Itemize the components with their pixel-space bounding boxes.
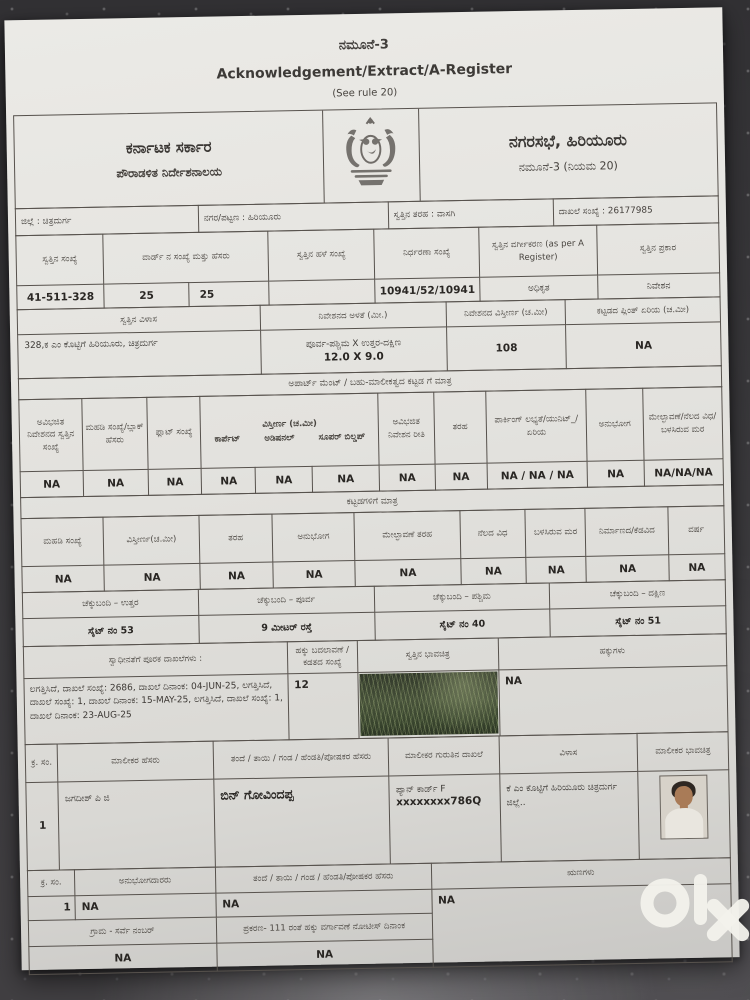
apartment-value: NA [435,463,487,490]
col-boundary-west: ಚೆಕ್ಕುಬಂದಿ – ಪಶ್ಚಿಮ [374,583,550,612]
building-value: NA [460,557,526,584]
village-survey-value: NA [29,943,217,974]
building-value: NA [355,559,461,587]
apartment-section-title: ಅಪಾರ್ಟ್ ಮೆಂಟ್ / ಬಹು-ಮಾಲೀಕತ್ವದ ಕಟ್ಟಡ ಗೆ ಮಾತ್ರ [18,366,721,400]
col-undivided-site-property-no: ಅವಿಭಜಿತ ನಿವೇಶನದ ಸ್ವತ್ತಿನ ಸಂಖ್ಯೆ [19,399,83,472]
boundary-west-value: ಸೈಟ್ ನಂ 40 [374,609,550,640]
document-sheet [4,7,739,970]
district-field: ಜಿಲ್ಲೆ : ಚಿತ್ರದುರ್ಗ [15,205,198,235]
building-value: NA [526,556,587,583]
col-site-area: ನಿವೇಶನದ ವಿಸ್ತೀರ್ಣ (ಚ.ಮೀ) [446,300,566,327]
col-owner-name: ಮಾಲೀಕರ ಹೆಸರು [57,741,213,782]
property-address-value: 328,ಕ ಎಂ ಕೊಟ್ಟಿಗೆ ಹಿರಿಯೂರು, ಚಿತ್ರದುರ್ಗ [18,330,261,378]
col-site-dimension: ನಿವೇಶನದ ಅಳತೆ (ಮೀ.) [260,302,447,330]
dimension-values: 12.0 X 9.0 [323,350,384,364]
col-boundary-south: ಚೆಕ್ಕುಬಂದಿ – ದಕ್ಷಿಣ [550,580,726,609]
col-built-demolished: ನಿರ್ಮಾಣದ/ಕೆಡವಿದ [585,507,668,556]
col-building-kind: ತರಹ [199,514,273,563]
building-value: NA [22,565,105,593]
col-owner-address: ವಿಳಾಸ [499,733,638,774]
col-boundary-north: ಚೆಕ್ಕುಬಂದಿ – ಉತ್ತರ [22,589,198,618]
col-occupant-name: ಅನುಭೋಗದಾರರು [75,867,216,896]
notice-date-value: NA [216,939,432,971]
building-section-title: ಕಟ್ಟಡಗಳಿಗೆ ಮಾತ್ರ [21,485,724,519]
owner-table [25,731,731,871]
dimension-directions: ಪೂರ್ವ-ಪಶ್ಚಿಮ X ಉತ್ತರ-ದಕ್ಷಿಣ [305,337,402,350]
site-area-value: 108 [446,325,566,371]
col-additional: ಅಡಿಷನಲ್ [264,432,295,444]
col-owner-relation-name: ತಂದೆ / ತಾಯಿ / ಗಂಡ / ಹೆಂಡತಿ/ಪೋಷಕರ ಹೆಸರು [213,738,389,779]
form-rule-reference: ನಮೂನೆ-3 (ನಿಯಮ 20) [518,158,619,174]
building-value: NA [104,563,200,591]
apartment-value: NA [83,469,149,496]
col-floor-number: ಮಹಡಿ ಸಂಖ್ಯೆ [21,517,104,566]
ward-number-value: 25 [104,283,189,309]
apartment-value: NA [587,460,644,487]
col-super-builtup: ಸೂಪರ್ ಬಿಲ್ಡಪ್ [318,431,366,443]
owner-id-number: xxxxxxxx786Q [396,794,482,809]
property-number-value: 41-511-328 [17,284,105,310]
col-plinth-area: ಕಟ್ಟಡದ ಪ್ಲಿಂತ್ ಏರಿಯ (ಚ.ಮೀ) [565,297,720,325]
col-liens: ಋಣಗಳು [431,858,731,889]
col-supporting-documents: ಸ್ವಾಧೀನತೆಗೆ ಪೂರಕ ದಾಖಲೆಗಳು : [23,642,287,679]
col-apartment-kind: ತರಹ [433,391,486,464]
col-rights: ಹಕ್ಕುಗಳು [498,634,727,670]
col-boundary-east: ಚೆಕ್ಕುಬಂದಿ – ಪೂರ್ವ [198,586,374,615]
col-occupant-serial: ಕ್ರ. ಸಂ. [27,870,75,897]
apartment-value: NA [256,466,313,493]
documents-table [23,633,729,745]
occupant-survey-table [27,857,733,975]
col-assessment-number: ನಿರ್ಧರಣಾ ಸಂಖ್ಯೆ [374,227,480,279]
boundary-east-value: 9 ಮೀಟರ್ ರಸ್ತೆ [199,612,375,643]
directorate-name: ಪೌರಾಡಳಿತ ನಿರ್ದೇಶನಾಲಯ [116,164,223,181]
property-photo [359,672,498,737]
municipality-title-cell [419,103,718,200]
owner-id-type: ಪ್ಯಾನ್ ಕಾರ್ಡ್ F [395,784,446,796]
assessment-number-value: 10941/52/10941 [374,277,480,303]
olx-watermark-logo [638,868,750,962]
col-group-area [200,393,379,468]
col-building-usage: ಅನುಭೋಗ [272,513,355,562]
col-undivided-site-type: ಅವಿಭಜಿತ ನಿವೇಶನ ರೀತಿ [378,392,435,465]
owner-serial-value: 1 [26,782,60,871]
apartment-value: NA [201,467,256,494]
supporting-documents-value: ಲಗತ್ತಿಸಿದೆ, ದಾಖಲೆ ಸಂಖ್ಯೆ: 2686, ದಾಖಲೆ ದಿನಾಂಕ: 04-JUN-25, ಲಗತ್ತಿಸಿದೆ, ದಾಖಲೆ ಸಂಖ್ಯೆ: 1, ದಾಖಲೆ ದಿನಾಂಕ: 15-MAY-25, ಲಗತ್ತಿಸಿದೆ, ದಾಖಲೆ ಸಂಖ್ಯೆ: 1, ದಾಖಲೆ ದಿನಾಂಕ: 23-AUG-25 [24,674,289,745]
col-owner-photo: ಮಾಲೀಕರ ಭಾವಚಿತ್ರ [637,732,728,772]
property-number-table [15,222,720,310]
building-table [20,505,725,593]
col-parking: ಪಾರ್ಕಿಂಗ್ ಲಭ್ಯತೆ/ಯುನಿಟ್_/ಏರಿಯ [485,389,587,463]
site-dimension-value [260,327,447,374]
apartment-value: NA / NA / NA [487,461,588,489]
col-old-property-number: ಸ್ವತ್ತಿನ ಹಳೆ ಸಂಖ್ಯೆ [268,229,374,281]
boundary-south-value: ಸೈಟ್ ನಂ 51 [550,606,726,637]
government-title-cell [14,111,325,209]
col-section-111-notice-date: ಪ್ರಕರಣ- 111 ರಂತೆ ಹಕ್ಕು ವರ್ಗಾವಣೆ ನೋಟೀಸ್ ದಿನಾಂಕ [216,913,432,943]
ward-name-value: 25 [189,281,270,306]
col-flat-number: ಫ್ಲಾಟ್ ಸಂಖ್ಯೆ [147,396,202,469]
occupant-name-value: NA [75,893,216,920]
plinth-area-value: NA [566,322,721,369]
col-property-number: ಸ್ವತ್ತಿನ ಸಂಖ್ಯೆ [16,234,104,286]
rule-note: (See rule 20) [332,87,398,100]
building-value: NA [668,554,725,581]
owner-id-cell [389,774,501,864]
col-year: ವರ್ಷ [668,506,725,555]
form-number: ನಮೂನೆ-3 [338,37,390,54]
government-header-band [13,102,719,209]
town-field: ನಗರ/ಪಟ್ಟಣ : ಹಿರಿಯೂರು [198,202,388,232]
building-value: NA [200,562,274,589]
liens-value: NA [431,884,732,967]
col-mutation-file-number: ಹಕ್ಕು ಬದಲಾವಣೆ / ಕಡತದ ಸಂಖ್ಯೆ [287,641,358,674]
file-number-value: 12 [287,672,358,739]
col-building-area: ವಿಸ್ತೀರ್ಣ(ಚ.ಮೀ) [103,515,199,565]
municipality-name: ನಗರಸಭೆ, ಹಿರಿಯೂರು [508,129,628,151]
emblem-cell [323,109,420,203]
building-value: NA [586,555,669,583]
document-title: Acknowledgement/Extract/A-Register [216,61,513,83]
col-property-classification: ಸ್ವತ್ತಿನ ವರ್ಗೀಕರಣ (as per A Register) [479,225,597,277]
col-property-address: ಸ್ವತ್ತಿನ ವಿಳಾಸ [17,305,260,334]
col-roof-floor-wood: ಮೇಲ್ಛಾವಣೆ/ನೆಲದ ವಿಧ/ಬಳಸಿರುವ ಮರ [642,387,723,460]
apartment-value: NA [148,468,202,495]
building-value: NA [273,561,356,589]
property-photo-cell [358,670,500,739]
rights-value: NA [498,666,728,736]
col-carpet: ಕಾರ್ಪೆಟ್ [214,433,241,445]
col-property-photo: ಸ್ವತ್ತಿನ ಭಾವಚಿತ್ರ [357,638,498,672]
apartment-value: NA [20,471,83,498]
apartment-value: NA [379,464,435,491]
occupant-serial-value: 1 [28,896,76,921]
area-group-label: ವಿಸ್ತೀರ್ಣ (ಚ.ಮೀ) [262,418,317,430]
col-roof-type: ಮೇಲ್ಛಾವಣೆ ತರಹ [354,511,460,561]
owner-address-value: ಕೆ ಎಂ ಕೊಟ್ಟಿಗೆ ಹಿರಿಯೂರು ಚಿತ್ರದುರ್ಗ ಜಿಲ್ಲೆ.. [500,771,640,862]
apartment-value: NA/NA/NA [644,459,724,486]
owner-name-value: ಜಗದೀಶ್ ಪಿ ಜಿ [58,779,215,870]
apartment-value: NA [312,465,380,492]
boundary-north-value: ಸೈಟ್ ನಂ 53 [23,615,199,646]
government-name: ಕರ್ನಾಟಕ ಸರ್ಕಾರ [125,137,212,158]
col-serial-number: ಕ್ರ. ಸಂ. [25,744,58,783]
col-occupant-relation: ತಂದೆ / ತಾಯಿ / ಗಂಡ / ಹೆಂಡತಿ/ಪೋಷಕರ ಹೆಸರು [215,863,431,893]
karnataka-emblem-icon [338,115,403,196]
occupant-relation-value: NA [216,889,432,917]
property-type-field: ಸ್ವತ್ತಿನ ತರಹ : ವಾಸಗಿ [388,199,554,229]
col-usage: ಅನುಭೋಗ [586,388,644,461]
col-village-survey-number: ಗ್ರಾಮ - ಸರ್ವೆ ನಂಬರ್ [28,917,216,946]
old-property-number-value [269,279,375,305]
classification-value: ಅಧಿಕೃತ [480,275,598,301]
record-number-field: ದಾಖಲೆ ಸಂಖ್ಯೆ : 26177985 [553,196,719,226]
col-owner-id-document: ಮಾಲೀಕರ ಗುರುತಿನ ದಾಖಲೆ [389,736,500,776]
col-floor-type: ನೆಲದ ವಿಧ [460,509,526,558]
col-ward-number-name: ವಾರ್ಡ್ ನ ಸಂಖ್ಯೆ ಮತ್ತು ಹೆಸರು [103,231,269,284]
col-wood-used: ಬಳಸಿರುವ ಮರ [525,508,586,557]
col-property-kind: ಸ್ವತ್ತಿನ ಪ್ರಕಾರ [596,223,719,275]
owner-photo-cell [638,770,730,860]
col-floor-block-name: ಮಹಡಿ ಸಂಖ್ಯೆ/ಬ್ಲಾಕ್ ಹೆಸರು [81,397,148,470]
apartment-table [18,386,724,498]
owner-photo [659,775,708,840]
property-kind-value: ನಿವೇಶನ [597,273,720,299]
owner-relation-value: ಬಿನ್ ಗೋವಿಂದಪ್ಪ [213,776,390,867]
document-title-block [12,17,717,115]
